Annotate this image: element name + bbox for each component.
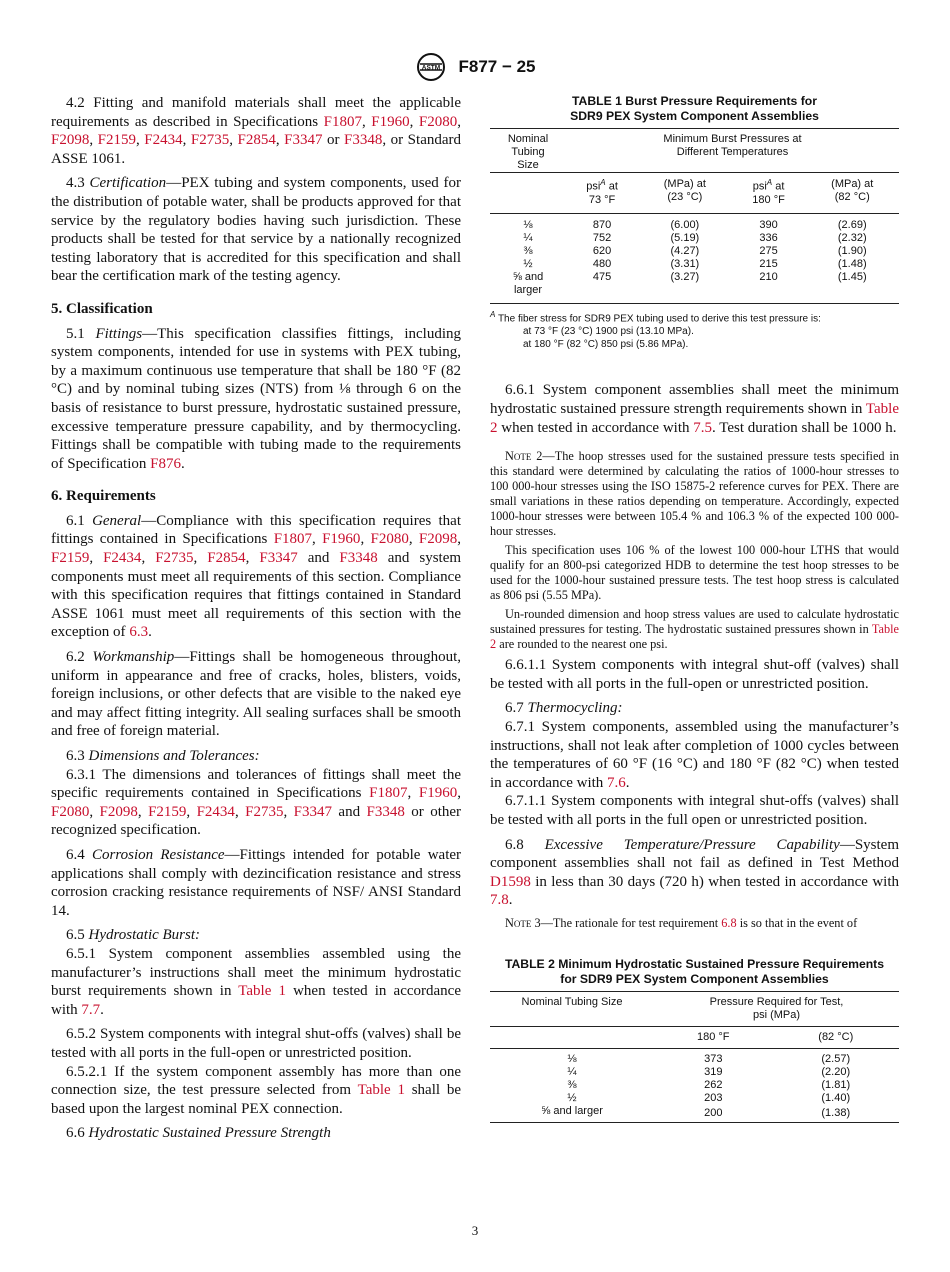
link-F2159[interactable]: F2159 xyxy=(148,803,187,820)
right-column xyxy=(490,94,899,1123)
link-F1960[interactable]: F1960 xyxy=(418,785,458,802)
link-F1960[interactable]: F1960 xyxy=(371,113,410,130)
table-2-grid xyxy=(490,991,899,1124)
note-2-paragraph-2: This specification uses 106 % of the lowest 100 000-hour LTHS that would qualify for an 800-psi categorized HDB to determine the test hoop stresses to be used for the 1000-hour sustained pressure tests. The test hoop stress is calculated as 806 psi (5.55 MPa). xyxy=(490,543,899,603)
link-F1807[interactable]: F1807 xyxy=(273,531,313,548)
link-7-6[interactable]: 7.6 xyxy=(607,774,626,791)
link-6-8[interactable]: 6.8 xyxy=(721,915,737,930)
section-6-2: 6.2 Workmanship—Fittings shall be homogeneous throughout, uniform in appearance and free of cracks, holes, blisters, voids, foreign inclusions, or other defects that are visible to the naked eye and may affect fitting integrity. All sealing surfaces shall be smooth and free of foreign material. xyxy=(51,649,461,740)
link-table-2[interactable]: Table 2 xyxy=(490,622,899,652)
t1-span-header: Minimum Burst Pressures at Different Temperatures xyxy=(663,133,802,158)
astm-logo-icon xyxy=(414,52,448,82)
link-F3348[interactable]: F3348 xyxy=(366,803,405,820)
t1-subheader-psi-180: psi$^A$ at 180 °F xyxy=(752,178,785,206)
link-table-1[interactable]: Table 1 xyxy=(238,983,286,1000)
link-F3348[interactable]: F3348 xyxy=(339,550,378,567)
link-F2080[interactable]: F2080 xyxy=(418,113,458,130)
note-2: Note 2—The hoop stresses used for the sustained pressure tests specified in this standard were determined by calculating the ratios of 1000-hour stresses to 100 000-hour stresses using the ISO 15875-2 reference curves for PEX. There are small variations in these ratios depending on temperature. Accordingly, expected 1000-hour stresses were between 105.4 % and 106.3 % of the expected 100 000-hour stresses. xyxy=(490,449,899,539)
section-6-6-1-1: 6.6.1.1 System components with integral shut-off (valves) shall be tested with all ports in the full-open or unrestricted position. xyxy=(490,657,899,692)
heading-requirements: 6. Requirements xyxy=(51,488,156,505)
table-row: ⅝ and larger 475 (3.27) 210 (1.45) xyxy=(512,271,867,297)
link-F1807[interactable]: F1807 xyxy=(323,113,362,130)
link-F2434[interactable]: F2434 xyxy=(196,803,235,820)
table-row: ⅜ 262 (1.81) xyxy=(567,1079,851,1092)
link-F2080[interactable]: F2080 xyxy=(370,531,409,548)
link-F3347[interactable]: F3347 xyxy=(259,550,298,567)
section-6-3: 6.3 Dimensions and Tolerances: xyxy=(66,748,260,764)
link-F2098[interactable]: F2098 xyxy=(418,531,458,548)
t2-col-size-header: Nominal Tubing Size xyxy=(521,995,623,1008)
heading-classification: 5. Classification xyxy=(51,300,153,317)
section-6-7: 6.7 Thermocycling: xyxy=(505,700,623,717)
link-7-5[interactable]: 7.5 xyxy=(693,419,713,436)
section-4-3: 4.3 Certification—PEX tubing and system components, used for the distribution of potable water, shall be products approved for that service by the regulatory bodies having such jurisdiction. These products shall be tested for that service by a nationally recognized testing laboratory that is accredited for this specification and shall bear the certification mark of the testing agency. xyxy=(51,175,461,285)
t2-span-header: Pressure Required for Test, psi (MPa) xyxy=(709,995,844,1021)
note-3: Note 3—The rationale for test requirement 6.8 is so that in the event of xyxy=(505,915,858,930)
table-1-grid xyxy=(490,128,899,304)
link-F2434[interactable]: F2434 xyxy=(144,132,183,149)
table-row: ⅜ 620 (4.27) 275 (1.90) xyxy=(523,245,867,258)
link-F876[interactable]: F876 xyxy=(150,455,181,472)
section-6-7-1-1: 6.7.1.1 System components with integral shut-offs (valves) shall be tested with all ports in the full open or unrestricted position. xyxy=(490,793,899,829)
t1-col-size-header: Nominal Tubing Size xyxy=(507,133,549,171)
t2-subheader-82C: (82 °C) xyxy=(818,1030,854,1043)
table-row: ⅛ 373 (2.57) xyxy=(567,1053,851,1066)
link-D1598[interactable]: D1598 xyxy=(490,873,531,890)
link-6-3[interactable]: 6.3 xyxy=(129,624,149,641)
t1-subheader-psi-73: psi$^A$ at 73 °F xyxy=(586,178,618,206)
section-6-4: 6.4 Corrosion Resistance—Fittings intended for potable water applications shall comply with dezincification resistance and stress corrosion cracking resistance requirements of NSF/ ANSI Standard 14. xyxy=(51,846,462,919)
link-F2159[interactable]: F2159 xyxy=(51,550,90,567)
link-7-7[interactable]: 7.7 xyxy=(81,1001,101,1018)
link-F2434[interactable]: F2434 xyxy=(103,550,142,567)
section-5-1: 5.1 Fittings—This specification classifies fittings, including system components, intended for use in systems with PEX tubing, by a maximum continuous use temperature that shall be 180 °F (82 °C) and by nominal tubing sizes (NTS) from ⅛ through 6 on the basis of resistance to burst pressure, hydrostatic sustained pressure, excessive temperature pressure capability, and by thermocycling. Fittings shall be compatible with tubing made to the requirements of Specification F876. xyxy=(51,325,462,472)
link-F3348[interactable]: F3348 xyxy=(344,132,383,149)
link-F2854[interactable]: F2854 xyxy=(237,132,276,149)
section-6-5-2: 6.5.2 System components with integral shut-offs (valves) shall be tested with all ports in the full-open or unrestricted position. xyxy=(51,1026,461,1061)
section-6-5-1: 6.5.1 System component assemblies assembled using the manufacturer’s instructions shall meet the minimum hydrostatic burst requirements shown in Table 1 when tested in accordance with 7.7. xyxy=(51,945,461,1018)
link-F1960[interactable]: F1960 xyxy=(322,531,361,548)
standard-designation: F877 − 25 xyxy=(458,57,536,76)
t2-subheader-180F: 180 °F xyxy=(697,1030,730,1043)
table-row: ⅝ and larger 200 (1.38) xyxy=(541,1105,851,1119)
section-6-8: 6.8 Excessive Temperature/Pressure Capability—System component assemblies shall not fail as defined in Test Method D1598 in less than 30 days (720 h) when tested in accordance with 7.8. xyxy=(490,836,899,909)
note-2-paragraph-3: Un-rounded dimension and hoop stress values are used to calculate hydrostatic sustained pressures for testing. The hydrostatic sustained pressures shown in Table 2 are rounded to the nearest one psi. xyxy=(490,607,899,652)
section-6-6-1: 6.6.1 System component assemblies shall meet the minimum hydrostatic sustained pressure strength requirements shown in Table 2 when tested in accordance with 7.5. Test duration shall be 1000 h. xyxy=(490,382,900,436)
link-F2735[interactable]: F2735 xyxy=(155,550,194,567)
table-row: ⅛ 870 (6.00) 390 (2.69) xyxy=(523,219,867,232)
link-7-8[interactable]: 7.8 xyxy=(490,892,509,909)
table-2 xyxy=(490,957,899,1124)
section-6-5-2-1: 6.5.2.1 If the system component assembly has more than one connection size, the test pressure selected from Table 1 shall be based upon the largest nominal PEX connection. xyxy=(51,1063,461,1117)
section-6-3-1: 6.3.1 The dimensions and tolerances of fittings shall meet the specific requirements contained in Specifications F1807, F1960, F2080, F2098, F2159, F2434, F2735, F3347 and F3348 or other recognized specification. xyxy=(51,766,462,839)
table-row: ¼ 752 (5.19) 336 (2.32) xyxy=(523,232,867,245)
t1-subheader-mpa-23: (MPa) at (23 °C) xyxy=(663,178,706,204)
table-row: ½ 480 (3.31) 215 (1.48) xyxy=(523,258,867,271)
link-table-2[interactable]: Table 2 xyxy=(490,401,900,436)
t1-subheader-mpa-82: (MPa) at (82 °C) xyxy=(831,178,874,204)
table-1 xyxy=(490,94,899,351)
link-F2098[interactable]: F2098 xyxy=(51,132,90,149)
section-4-2: 4.2 Fitting and manifold materials shall meet the applicable requirements as described in Specifications F1807, F1960, F2080, F2098, F2159, F2434, F2735, F2854, F3347 or F3348, or Standard ASSE 1061. xyxy=(51,95,462,167)
svg-text:ASTM: ASTM xyxy=(422,64,441,72)
table-2-caption: TABLE 2 Minimum Hydrostatic Sustained Pressure Requirements for SDR9 PEX System Component Assemblies xyxy=(504,956,885,986)
link-F2098[interactable]: F2098 xyxy=(99,803,138,820)
table-1-caption: TABLE 1 Burst Pressure Requirements for SDR9 PEX System Component Assemblies xyxy=(570,94,819,123)
link-F3347[interactable]: F3347 xyxy=(293,803,332,820)
table-row: ½ 203 (1.40) xyxy=(567,1092,851,1105)
link-F2159[interactable]: F2159 xyxy=(97,132,136,149)
page-header xyxy=(0,52,950,82)
section-6-7-1: 6.7.1 System components, assembled using the manufacturer’s instructions, shall not leak after completion of 1000 cycles between the temperatures of 60 °F (16 °C) and 180 °F (82 °C) when tested in accordance with 7.6. xyxy=(490,719,899,791)
link-F2854[interactable]: F2854 xyxy=(207,550,246,567)
link-F1807[interactable]: F1807 xyxy=(369,785,408,802)
left-column xyxy=(51,94,461,1149)
link-F3347[interactable]: F3347 xyxy=(284,132,323,149)
link-F2735[interactable]: F2735 xyxy=(190,132,230,149)
table-1-footnote: $^A$ The fiber stress for SDR9 PEX tubing used to derive this test pressure is: at 73 °F (23 °C) 1900 psi (13.10 MPa). at 180 °F (82 °C) 850 psi (5.86 MPa). xyxy=(490,310,821,351)
table-row: ¼ 319 (2.20) xyxy=(567,1066,851,1079)
section-6-5: 6.5 Hydrostatic Burst: xyxy=(66,927,201,944)
link-F2735[interactable]: F2735 xyxy=(245,803,284,820)
section-6-6: 6.6 Hydrostatic Sustained Pressure Strength xyxy=(66,1125,331,1142)
link-F2080[interactable]: F2080 xyxy=(51,803,90,820)
section-6-1: 6.1 General—Compliance with this specification requires that fittings contained in Specifications F1807, F1960, F2080, F2098, F2159, F2434, F2735, F2854, F3347 and F3348 and system components must meet all requirements of this section. Compliance with this specification requires that fittings contained in Standard ASSE 1061 must meet all requirements of this section with the exception of 6.3. xyxy=(51,512,462,641)
page-number: 3 xyxy=(471,1223,479,1238)
link-table-1[interactable]: Table 1 xyxy=(357,1082,405,1099)
